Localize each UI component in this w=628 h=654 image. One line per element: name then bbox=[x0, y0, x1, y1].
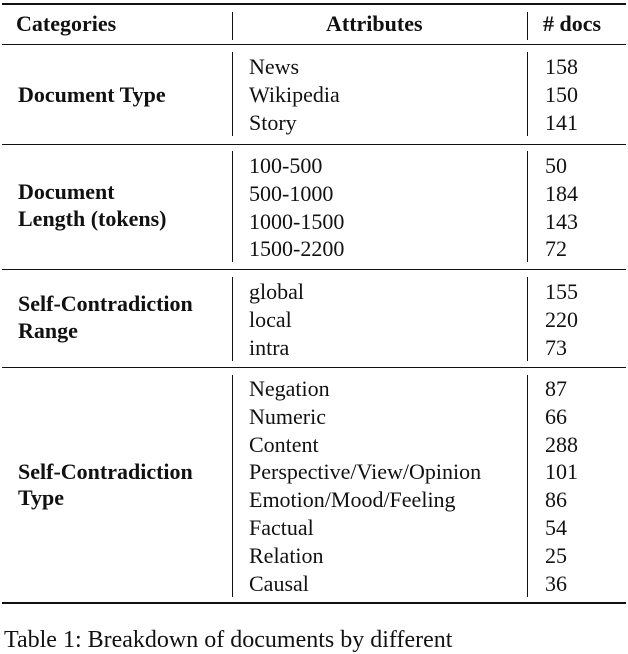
attribute-cell: Wikipedia bbox=[249, 81, 340, 107]
attribute-cell: Factual bbox=[249, 514, 314, 540]
category-document-type: Document Type bbox=[18, 82, 166, 107]
category-contradiction-range-line2: Range bbox=[18, 318, 78, 343]
attribute-cell: local bbox=[249, 306, 292, 332]
attribute-cell: Relation bbox=[249, 542, 324, 568]
attribute-cell: 1500-2200 bbox=[249, 236, 345, 262]
docs-cell: 25 bbox=[545, 542, 567, 568]
docs-cell: 141 bbox=[545, 109, 578, 135]
header-categories: Categories bbox=[16, 11, 117, 36]
group4-attributes bbox=[249, 375, 481, 597]
attribute-cell: global bbox=[249, 279, 304, 304]
header-separator-1 bbox=[232, 12, 233, 40]
attribute-cell: 100-500 bbox=[249, 153, 323, 178]
attribute-cell: Perspective/View/Opinion bbox=[249, 459, 482, 485]
group4-docs bbox=[545, 375, 578, 597]
category-contradiction-type-line2: Type bbox=[18, 485, 65, 510]
docs-cell: 288 bbox=[545, 431, 578, 457]
group1-separator-1 bbox=[232, 52, 233, 136]
docs-cell: 72 bbox=[545, 236, 567, 262]
docs-cell: 220 bbox=[545, 306, 578, 332]
attribute-cell: Numeric bbox=[249, 403, 326, 429]
docs-cell: 184 bbox=[545, 180, 578, 206]
category-contradiction-range-line1: Self-Contradiction bbox=[18, 291, 193, 316]
attribute-cell: News bbox=[249, 54, 300, 79]
header-attributes: Attributes bbox=[326, 11, 423, 36]
attribute-cell: Story bbox=[249, 109, 297, 135]
group4-separator-1 bbox=[232, 375, 233, 597]
category-document-length-line1: Document bbox=[18, 179, 115, 204]
docs-cell: 143 bbox=[545, 208, 578, 234]
docs-cell: 54 bbox=[545, 514, 567, 540]
group-rule-1 bbox=[2, 144, 626, 145]
attribute-cell: intra bbox=[249, 334, 290, 360]
docs-cell: 155 bbox=[545, 279, 578, 304]
table-bottom-rule bbox=[2, 602, 626, 604]
attribute-cell: Negation bbox=[249, 376, 330, 401]
group2-separator-1 bbox=[232, 151, 233, 262]
attribute-cell: Causal bbox=[249, 570, 309, 596]
group4-separator-2 bbox=[527, 375, 528, 597]
attribute-cell: 1000-1500 bbox=[249, 208, 345, 234]
group-rule-3 bbox=[2, 367, 626, 368]
docs-cell: 158 bbox=[545, 54, 578, 79]
group2-attributes bbox=[249, 152, 344, 263]
table-top-rule bbox=[2, 3, 626, 5]
docs-cell: 86 bbox=[545, 487, 567, 513]
attribute-cell: Emotion/Mood/Feeling bbox=[249, 487, 456, 513]
header-docs: # docs bbox=[543, 11, 602, 36]
group1-separator-2 bbox=[527, 52, 528, 136]
group2-docs bbox=[545, 152, 578, 263]
group3-attributes bbox=[249, 278, 304, 361]
header-separator-2 bbox=[527, 12, 528, 40]
group3-separator-1 bbox=[232, 277, 233, 361]
attribute-cell: Content bbox=[249, 431, 319, 457]
group1-attributes bbox=[249, 53, 340, 136]
group3-docs bbox=[545, 278, 578, 361]
docs-cell: 50 bbox=[545, 153, 567, 178]
docs-cell: 87 bbox=[545, 376, 567, 401]
group1-docs bbox=[545, 53, 578, 136]
group-rule-2 bbox=[2, 269, 626, 270]
category-document-length-line2: Length (tokens) bbox=[18, 206, 167, 231]
category-contradiction-type-line1: Self-Contradiction bbox=[18, 459, 193, 484]
table-caption: Table 1: Breakdown of documents by different bbox=[4, 627, 453, 653]
docs-cell: 101 bbox=[545, 459, 578, 485]
attribute-cell: 500-1000 bbox=[249, 180, 334, 206]
docs-cell: 66 bbox=[545, 403, 567, 429]
docs-cell: 150 bbox=[545, 81, 578, 107]
docs-cell: 73 bbox=[545, 334, 567, 360]
group2-separator-2 bbox=[527, 151, 528, 262]
header-rule bbox=[2, 44, 626, 45]
docs-cell: 36 bbox=[545, 570, 567, 596]
group3-separator-2 bbox=[527, 277, 528, 361]
